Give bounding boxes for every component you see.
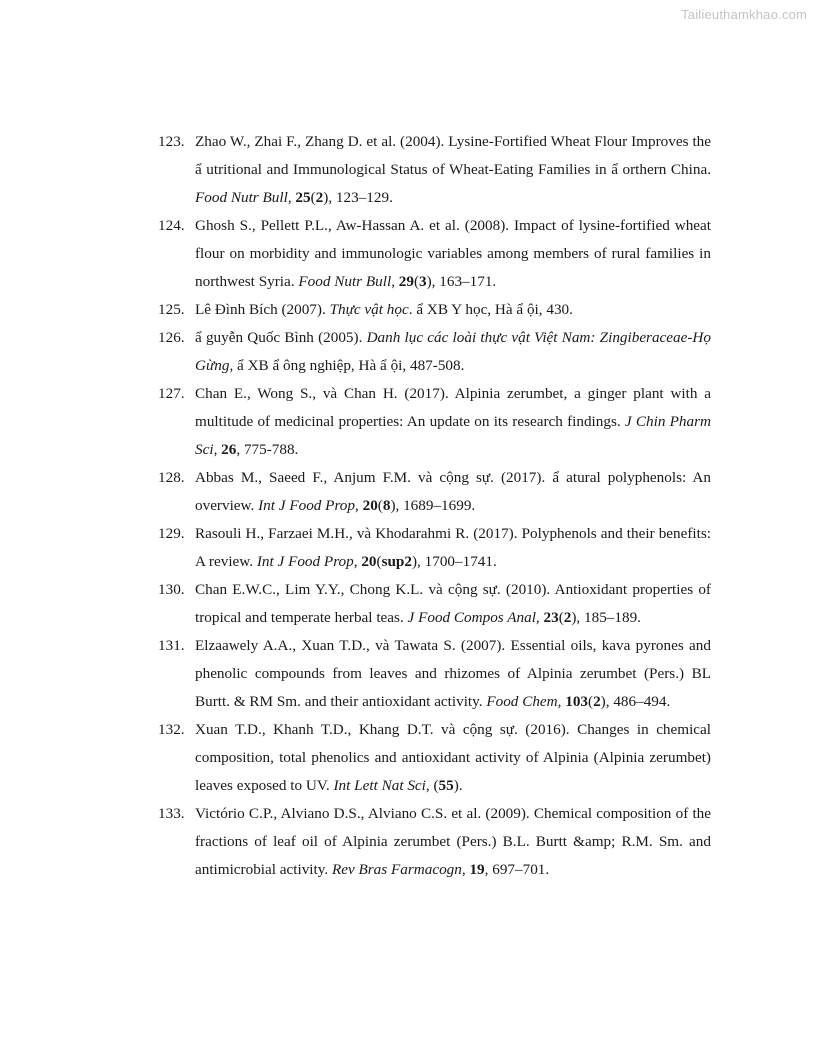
reference-item: [158, 632, 711, 716]
volume-issue: sup2: [381, 553, 412, 570]
volume-issue: 2: [593, 693, 601, 710]
volume-issue: 20: [361, 553, 377, 570]
volume-issue: 26: [221, 441, 237, 458]
reference-segment: (: [310, 189, 316, 206]
reference-segment: ,: [287, 189, 296, 206]
reference-number: 126.: [158, 329, 185, 346]
reference-text: [195, 301, 573, 318]
volume-issue: 2: [563, 609, 572, 626]
volume-issue: 2: [315, 189, 324, 206]
reference-segment: ẩ guyễn Quốc Bình (2005).: [195, 329, 367, 346]
reference-text: [195, 217, 711, 290]
reference-item: [158, 464, 711, 520]
reference-item: [158, 324, 711, 380]
reference-segment: ,: [535, 609, 544, 626]
reference-segment: Lê Đình Bích (2007).: [195, 301, 330, 318]
reference-segment: ), 1700–1741.: [411, 553, 497, 570]
reference-item: [158, 576, 711, 632]
reference-text: [195, 469, 711, 514]
volume-issue: 3: [419, 273, 427, 290]
reference-text: [195, 133, 711, 206]
reference-segment: Chan E.W.C., Lim Y.Y., Chong K.L. và cộng sự. (2010). Antioxidant properties of tropical and temperate herbal teas.: [195, 581, 711, 626]
reference-segment: Zhao W., Zhai F., Zhang D. et al. (2004). Lysine-Fortified Wheat Flour Improves the ẩ utritional and Immunological Status of Wheat-Eating Families in ẩ orthern China.: [195, 133, 711, 178]
reference-item: [158, 520, 711, 576]
reference-segment: ), 1689–1699.: [390, 497, 476, 514]
reference-segment: . ẩ XB Y học, Hà ẩ ội, 430.: [408, 301, 573, 318]
reference-item: [158, 296, 711, 324]
reference-segment: ), 185–189.: [571, 609, 641, 626]
reference-segment: ,: [391, 273, 399, 290]
watermark-text: Tailieuthamkhao.com: [681, 7, 807, 22]
journal-title: Int J Food Prop: [256, 553, 354, 570]
reference-number: 123.: [158, 133, 185, 150]
volume-issue: 8: [382, 497, 391, 514]
reference-segment: , 697–701.: [484, 861, 550, 878]
reference-segment: Abbas M., Saeed F., Anjum F.M. và cộng sự. (2017). ẩ atural polyphenols: An overview.: [195, 469, 711, 514]
reference-text: [195, 385, 711, 458]
reference-item: [158, 380, 711, 464]
reference-item: [158, 212, 711, 296]
volume-issue: 23: [543, 609, 559, 626]
reference-number: 133.: [158, 805, 185, 822]
reference-segment: (: [588, 693, 594, 710]
reference-segment: ,: [213, 441, 222, 458]
volume-issue: 20: [362, 497, 378, 514]
reference-segment: ), 123–129.: [323, 189, 393, 206]
journal-title: J Chin Pharm Sci: [195, 413, 711, 458]
volume-issue: 55: [438, 777, 454, 794]
reference-segment: , ẩ XB ẩ ông nghiệp, Hà ẩ ội, 487-508.: [229, 357, 465, 374]
volume-issue: 103: [565, 693, 589, 710]
reference-number: 125.: [158, 301, 185, 318]
reference-segment: (: [413, 273, 420, 290]
volume-issue: 19: [469, 861, 485, 878]
reference-text: [195, 525, 711, 570]
reference-segment: ,: [355, 497, 363, 514]
journal-title: Int Lett Nat Sci: [333, 777, 426, 794]
reference-segment: Rasouli H., Farzaei M.H., và Khodarahmi R. (2017). Polyphenols and their benefits: A review.: [195, 525, 711, 570]
reference-number: 130.: [158, 581, 185, 598]
reference-segment: (: [377, 497, 383, 514]
reference-segment: Chan E., Wong S., và Chan H. (2017). Alpinia zerumbet, a ginger plant with a multitude of medicinal properties: An update on its research findings.: [195, 385, 711, 430]
reference-segment: ,: [557, 693, 566, 710]
reference-number: 124.: [158, 217, 185, 234]
reference-segment: Victório C.P., Alviano D.S., Alviano C.S. et al. (2009). Chemical composition of the fractions of leaf oil of Alpinia zerumbet (Pers.) B.L. Burtt &amp; R.M. Sm. and antimicrobial activity.: [195, 805, 711, 878]
reference-text: [195, 805, 711, 878]
reference-text: [195, 329, 711, 374]
reference-segment: Ghosh S., Pellett P.L., Aw-Hassan A. et al. (2008). Impact of lysine-fortified wheat flour on morbidity and immunologic variables among members of rural families in northwest Syria.: [195, 217, 711, 290]
reference-segment: ), 486–494.: [600, 693, 671, 710]
reference-segment: , (: [425, 777, 439, 794]
reference-segment: , 775-788.: [236, 441, 299, 458]
journal-title: Danh lục các loài thực vật Việt Nam: Zingiberaceae-Họ Gừng: [195, 329, 711, 374]
reference-number: 128.: [158, 469, 185, 486]
reference-segment: ,: [461, 861, 470, 878]
reference-text: [195, 721, 711, 794]
journal-title: Food Nutr Bull: [195, 189, 288, 206]
reference-number: 132.: [158, 721, 185, 738]
reference-number: 129.: [158, 525, 185, 542]
reference-item: [158, 128, 711, 212]
journal-title: Food Chem: [486, 693, 558, 710]
reference-item: [158, 716, 711, 800]
reference-segment: Xuan T.D., Khanh T.D., Khang D.T. và cộng sự. (2016). Changes in chemical composition, total phenolics and antioxidant activity of Alpinia (Alpinia zerumbet) leaves exposed to UV.: [195, 721, 711, 794]
reference-item: [158, 800, 711, 884]
reference-text: [195, 637, 711, 710]
reference-number: 127.: [158, 385, 185, 402]
reference-text: [195, 581, 711, 626]
volume-issue: 25: [295, 189, 311, 206]
journal-title: Food Nutr Bull: [298, 273, 392, 290]
reference-segment: Elzaawely A.A., Xuan T.D., và Tawata S. (2007). Essential oils, kava pyrones and phenolic compounds from leaves and rhizomes of Alpinia zerumbet (Pers.) BL Burtt. & RM Sm. and their antioxidant activity.: [195, 637, 711, 710]
journal-title: Int J Food Prop: [258, 497, 355, 514]
volume-issue: 29: [398, 273, 414, 290]
reference-segment: (: [376, 553, 382, 570]
reference-segment: ,: [353, 553, 362, 570]
reference-number: 131.: [158, 637, 185, 654]
reference-segment: ).: [453, 777, 463, 794]
reference-segment: (: [558, 609, 564, 626]
journal-title: Rev Bras Farmacogn: [331, 861, 462, 878]
journal-title: J Food Compos Anal: [407, 609, 536, 626]
journal-title: Thực vật học: [329, 301, 409, 318]
reference-list: [158, 128, 711, 884]
reference-segment: ), 163–171.: [426, 273, 497, 290]
